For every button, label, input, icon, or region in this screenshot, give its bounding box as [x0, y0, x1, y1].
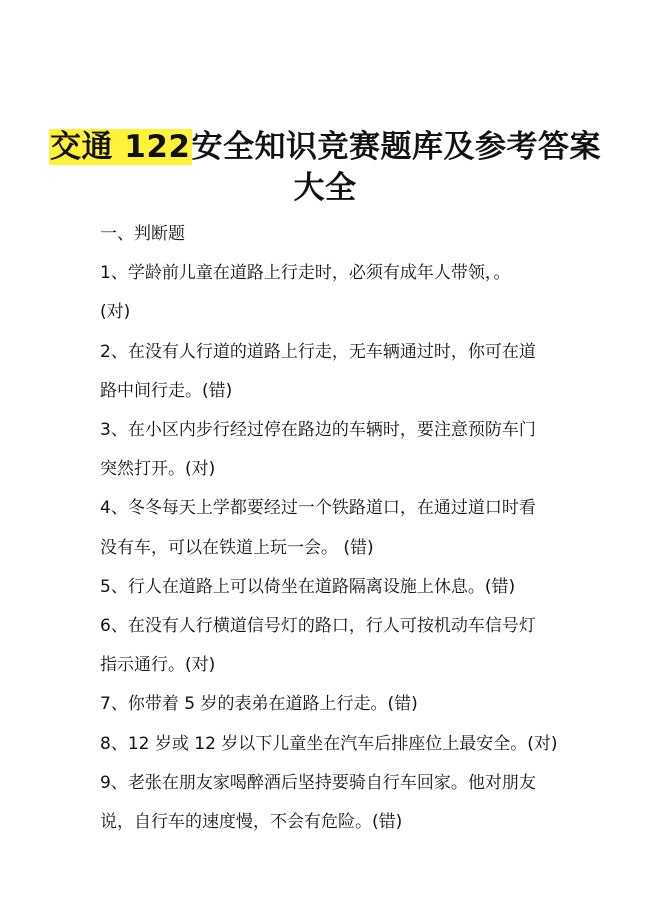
document-title-line2: 大全: [293, 170, 357, 206]
question-line: 2、在没有人行道的道路上行走，无车辆通过时，你可在道: [100, 342, 536, 362]
section-heading: 一、判断题: [100, 224, 185, 244]
document-title: [0, 127, 650, 167]
question-line: 9、老张在朋友家喝醉酒后坚持要骑自行车回家。他对朋友: [100, 773, 536, 793]
question-line: 突然打开。(对): [100, 459, 216, 479]
question-line: 3、在小区内步行经过停在路边的车辆时，要注意预防车门: [100, 420, 536, 440]
question-line: 没有车，可以在铁道上玩一会。 (错): [100, 538, 374, 558]
question-line: 7、你带着 5 岁的表弟在道路上行走。(错): [100, 694, 418, 714]
question-line: 说，自行车的速度慢，不会有危险。(错): [100, 812, 403, 832]
question-line: 4、冬冬每天上学都要经过一个铁路道口，在通过道口时看: [100, 498, 536, 518]
question-line: 5、行人在道路上可以倚坐在道路隔离设施上休息。(错): [100, 577, 516, 597]
question-line: 1、学龄前儿童在道路上行走时，必须有成年人带领，。: [100, 263, 511, 283]
title-text: 安全知识竞赛题库及参考答案: [191, 129, 601, 165]
question-line: 路中间行走。(错): [100, 381, 233, 401]
question-line: 6、在没有人行横道信号灯的路口，行人可按机动车信号灯: [100, 616, 536, 636]
question-line: (对): [100, 302, 131, 322]
question-line: 指示通行。(对): [100, 655, 216, 675]
title-highlight: 交通 122: [49, 129, 191, 165]
question-line: 8、12 岁或 12 岁以下儿童坐在汽车后排座位上最安全。(对): [100, 734, 558, 754]
